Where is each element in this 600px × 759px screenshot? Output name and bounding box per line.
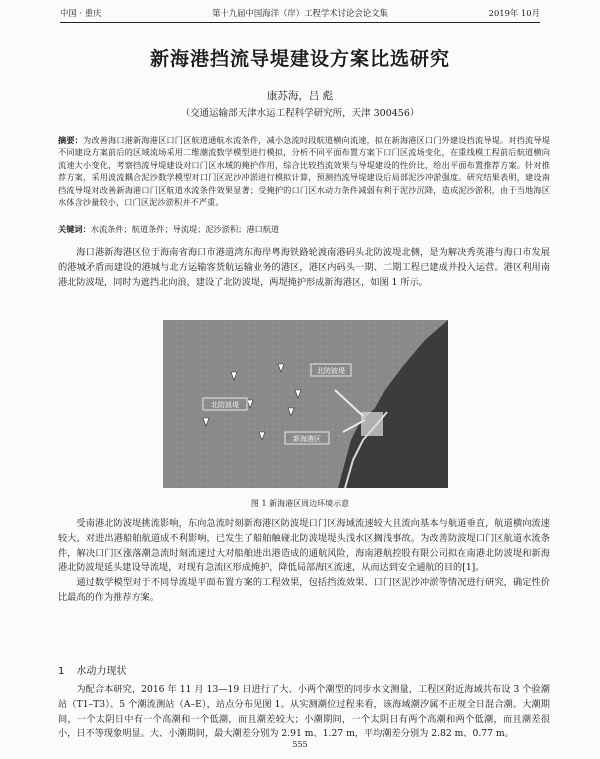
map-label-b: 北防波堤: [211, 401, 239, 409]
body-paragraph-2: [58, 517, 550, 606]
section-title: 水动力现状: [76, 666, 127, 677]
paragraph-2b: 通过数学模型对于不同导流堤平面布置方案的工程效果，包括挡流效果、口门区泥沙冲淤等情况进行研究，确定性价比最高的作为推荐方案。: [58, 577, 550, 603]
keywords: [58, 224, 550, 235]
harbor-map-figure: [163, 320, 448, 488]
affiliation: （交通运输部天津水运工程科学研究所，天津 300456）: [180, 108, 420, 119]
paragraph-2a: 受南港北防波堤挑流影响，东向急流时刻新海港区防波堤口门区海域流速较大且流向基本与航道垂直，航道横向流速较大，对进出港船舶航道成不利影响，已发生了船舶触碰北防波堤堤头浅水区搁浅事故。为改善防波堤口门区航道水流条件，解决口门区涨落潮急流时刻流速过大对船舶进出港造成的通航风险，海南港航控股有限公司拟在南港北防波堤和新海港北防波堤延头建设导流堤，对现有急流区形成掩护，降低局部海区流速，从而达到安全通航的目的[1]。: [58, 518, 550, 574]
running-header: [60, 0, 540, 23]
page-number: 555: [292, 740, 308, 749]
keywords-label: 关键词：: [58, 224, 91, 234]
map-label-c: 新海港区: [293, 435, 321, 443]
map-label-a: 北防波堤: [317, 367, 345, 375]
header-location: 中国 · 重庆: [60, 8, 102, 18]
section-heading: [58, 662, 138, 677]
header-date: 2019年 10月: [488, 8, 540, 18]
paper-title: 新海港挡流导堤建设方案比选研究: [149, 48, 450, 70]
section-number: 1: [58, 666, 65, 677]
abstract: [58, 134, 550, 208]
authors: 康苏海，吕 彪: [266, 90, 334, 102]
abstract-text: 为改善海口港新海港区口门区航道通航水流条件，减小急流时段航道横向流速，拟在新海港区口门外建设挡流导堤。对挡流导堤不同建设方案前后的区域流场采用二维潮流数学模型进行模拟，分析不同平面布置方案下口门区流场变化，在重线模工程前后航道横向流速大小变化，考察挡流导堤建设对口门区水域的掩护作用，综合比较挡流效果与导堤建设的性价比，给出平面布置推荐方案。针对推荐方案，采用波流耦合泥沙数学模型对口门区泥沙冲淤进行模拟计算，预测挡流导堤建设后局部泥沙冲淤强度。研究结果表明，建设南挡流导堤对改善新海港口门区航道水流条件效果显著；受掩护的口门区水动力条件减弱有利于泥沙沉降，造成泥沙淤积，由于当地海区水体含沙量较小，口门区泥沙淤积并不严重。: [58, 135, 550, 208]
header-proceedings: 第十九届中国海洋（岸）工程学术讨论会论文集: [212, 8, 388, 18]
harbor-basin: [361, 412, 383, 436]
keywords-text: 水流条件；航道条件；导流堤；泥沙淤积；港口航道: [90, 224, 280, 234]
intro-paragraph: 海口港新海港区位于海南省海口市港道湾东海岸粤海铁路轮渡南港码头北防波堤北侧，是为解决秀英港与海口市发展的港城矛盾而建设的港城与北方运输客货航运输业务的港区，港区内码头一期、二期工程已建成并投入运营。港区利用南港北防波堤，同时为遮挡北向浪，建设了北防波堤，两堤掩护形成新海港区，如图 1 所示。: [58, 247, 550, 288]
abstract-label: 摘要：: [58, 135, 84, 145]
section-paragraph: 为配合本研究，2016 年 11 月 13—19 日进行了大、小两个潮型的同步水文测量，工程区附近海域共布设 3 个验潮站（T1–T3）、5 个潮流测站（A–E），站点分布见图 1。从实测潮位过程来看，该海域潮汐属不正规全日混合潮。大潮期间，一个太阴日中有一个高潮和一个低潮，而且潮差较大；小潮期间，一个太阴日有两个高潮和两个低潮，而且潮差很小，日不等现象明显。大、小潮期间，最大潮差分别为 2.91 m、1.27 m，平均潮差分别为 2.82 m、0.77 m。: [58, 684, 550, 740]
figure-caption: 图 1 新海港区周边环境示意: [250, 499, 350, 508]
